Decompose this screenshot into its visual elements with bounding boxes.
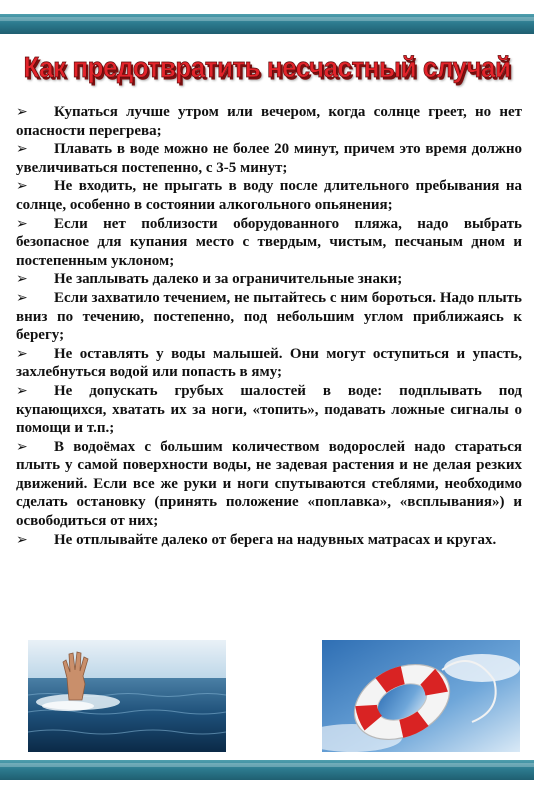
page-title: Как предотвратить несчастный случай <box>23 50 511 84</box>
safety-rules-list <box>16 103 522 549</box>
rule-text: Не отплывайте далеко от берега на надувных матрасах и кругах. <box>54 531 497 548</box>
arrow-bullet-icon: ➢ <box>16 289 28 306</box>
list-item <box>16 531 522 550</box>
drowning-hand-photo <box>28 640 226 752</box>
list-item <box>16 345 522 382</box>
rule-text: Если нет поблизости оборудованного пляжа, надо выбрать безопасное для купания место с твердым, чистым, песчаным дном и постепенным уклоном; <box>16 215 522 269</box>
arrow-bullet-icon: ➢ <box>16 178 28 195</box>
arrow-bullet-icon: ➢ <box>16 141 28 158</box>
arrow-bullet-icon: ➢ <box>16 438 28 455</box>
arrow-bullet-icon: ➢ <box>16 271 28 288</box>
top-decorative-band <box>0 14 534 34</box>
rule-text: Не заплывать далеко и за ограничительные знаки; <box>54 271 403 288</box>
list-item <box>16 382 522 438</box>
list-item <box>16 270 522 289</box>
rule-text: Если захватило течением, не пытайтесь с ним бороться. Надо плыть вниз по течению, постепенно, под небольшим углом приближаясь к берегу; <box>16 289 522 344</box>
rule-text: В водоёмах с большим количеством водорослей надо стараться плыть у самой поверхности воды, не задевая растения и не делая резких движений. Если все же руки и ноги спутываются стеблями, необходимо сделать остановку (принять положение «поплавка», «всплывания») и освободиться от них; <box>16 438 522 530</box>
arrow-bullet-icon: ➢ <box>16 382 28 399</box>
life-buoy-photo <box>322 640 520 752</box>
arrow-bullet-icon: ➢ <box>16 345 28 362</box>
list-item <box>16 140 522 177</box>
arrow-bullet-icon: ➢ <box>16 215 28 232</box>
list-item <box>16 177 522 214</box>
bottom-decorative-band <box>0 760 534 780</box>
list-item <box>16 438 522 531</box>
rule-text: Не оставлять у воды малышей. Они могут оступиться и упасть, захлебнуться водой или попасть в яму; <box>16 345 522 381</box>
rule-text: Не входить, не прыгать в воду после длительного пребывания на солнце, особенно в состоянии алкогольного опьянения; <box>16 178 522 213</box>
list-item <box>16 289 522 345</box>
list-item <box>16 215 522 271</box>
rule-text: Не допускать грубых шалостей в воде: подплывать под купающихся, хватать их за ноги, «топить», подавать ложные сигналы о помощи и т.п.; <box>16 382 522 437</box>
arrow-bullet-icon: ➢ <box>16 104 28 120</box>
arrow-bullet-icon: ➢ <box>16 531 28 548</box>
rule-text: Купаться лучше утром или вечером, когда солнце греет, но нет опасности перегрева; <box>16 104 522 139</box>
list-item <box>16 103 522 140</box>
rule-text: Плавать в воде можно не более 20 минут, причем это время должно увеличиваться постепенно, с 3-5 минут; <box>16 141 522 176</box>
